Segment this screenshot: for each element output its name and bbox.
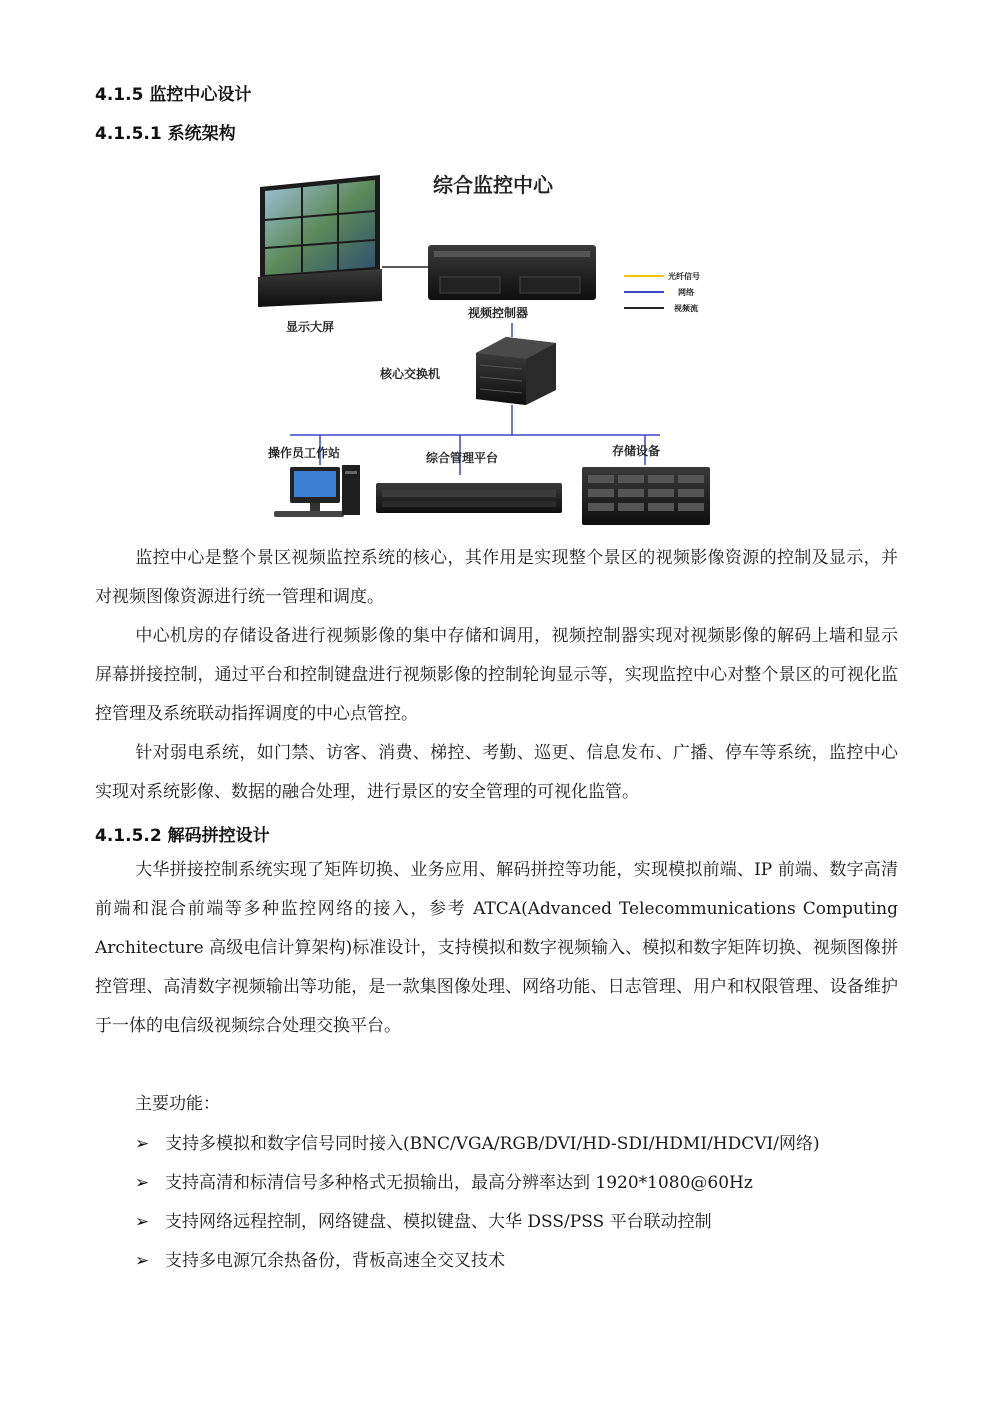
legend-fiber-label: 光纤信号 [668,272,700,281]
paragraph-1 [95,539,898,617]
bullet-arrow-icon: ➢ [135,1251,150,1271]
video-wall-image [258,175,382,307]
bullet-item [135,1249,505,1273]
bullet-item [135,1171,753,1195]
section-heading-4-1-5: 4.1.5 监控中心设计 [95,85,252,105]
paragraph-3-text: 针对弱电系统，如门禁、访客、消费、梯控、考勤、巡更、信息发布、广播、停车等系统，监控中心实现对系统影像、数据的融合处理，进行景区的安全管理的可视化监管。 [95,743,898,802]
section-heading-4-1-5-1: 4.1.5.1 系统架构 [95,124,236,144]
label-video-controller: 视频控制器 [468,306,529,320]
bullet-arrow-icon: ➢ [135,1134,150,1154]
paragraph-2-text: 中心机房的存储设备进行视频影像的集中存储和调用，视频控制器实现对视频影像的解码上墙和显示屏幕拼接控制，通过平台和控制键盘进行视频影像的控制轮询显示等，实现监控中心对整个景区的可视化监控管理及系统联动指挥调度的中心点管控。 [95,626,898,724]
storage-image [582,467,710,525]
paragraph-1-text: 监控中心是整个景区视频监控系统的核心，其作用是实现整个景区的视频影像资源的控制及显示，并对视频图像资源进行统一管理和调度。 [95,548,898,607]
label-storage: 存储设备 [612,444,661,458]
paragraph-4-text: 大华拼接控制系统实现了矩阵切换、业务应用、解码拼控等功能，实现模拟前端、IP 前端、数字高清前端和混合前端等多种监控网络的接入，参考 ATCA(Advanced Telecommunications Computing Architecture 高级电信计算架构)标准设计，支持模拟和数字视频输入、模拟和数字矩阵切换、视频图像拼控管理、高清数字视频输出等功能，是一款集图像处理、网络功能、日志管理、用户和权限管理、设备维护于一体的电信级视频综合处理交换平台。 [95,860,898,1036]
label-operator-station: 操作员工作站 [268,446,341,460]
core-switch-image [476,337,556,405]
paragraph-5 [95,1085,898,1124]
bullet-item [135,1210,712,1234]
legend [624,271,700,313]
bullet-text: 支持网络远程控制，网络键盘、模拟键盘、大华 DSS/PSS 平台联动控制 [165,1212,712,1232]
legend-network-label: 网络 [678,288,694,297]
label-display-wall: 显示大屏 [286,320,335,334]
label-core-switch: 核心交换机 [380,367,441,381]
paragraph-2 [95,617,898,734]
video-controller-image [428,245,596,300]
bullet-text: 支持多电源冗余热备份，背板高速全交叉技术 [165,1251,505,1271]
legend-video-label: 视频流 [674,304,698,313]
label-management-platform: 综合管理平台 [426,451,499,465]
paragraph-3 [95,734,898,812]
architecture-diagram [250,165,720,535]
diagram-title: 综合监控中心 [433,173,553,197]
bullet-text: 支持多模拟和数字信号同时接入(BNC/VGA/RGB/DVI/HD-SDI/HDMI/HDCVI/网络) [165,1134,820,1154]
management-platform-image [376,483,562,513]
paragraph-4 [95,851,898,1046]
operator-workstation-image [274,465,360,517]
paragraph-5-text: 主要功能： [135,1094,220,1114]
bullet-text: 支持高清和标清信号多种格式无损输出，最高分辨率达到 1920*1080@60Hz [165,1173,753,1193]
bullet-arrow-icon: ➢ [135,1212,150,1232]
section-heading-4-1-5-2: 4.1.5.2 解码拼控设计 [95,826,270,846]
bullet-item [135,1132,820,1156]
bullet-arrow-icon: ➢ [135,1173,150,1193]
